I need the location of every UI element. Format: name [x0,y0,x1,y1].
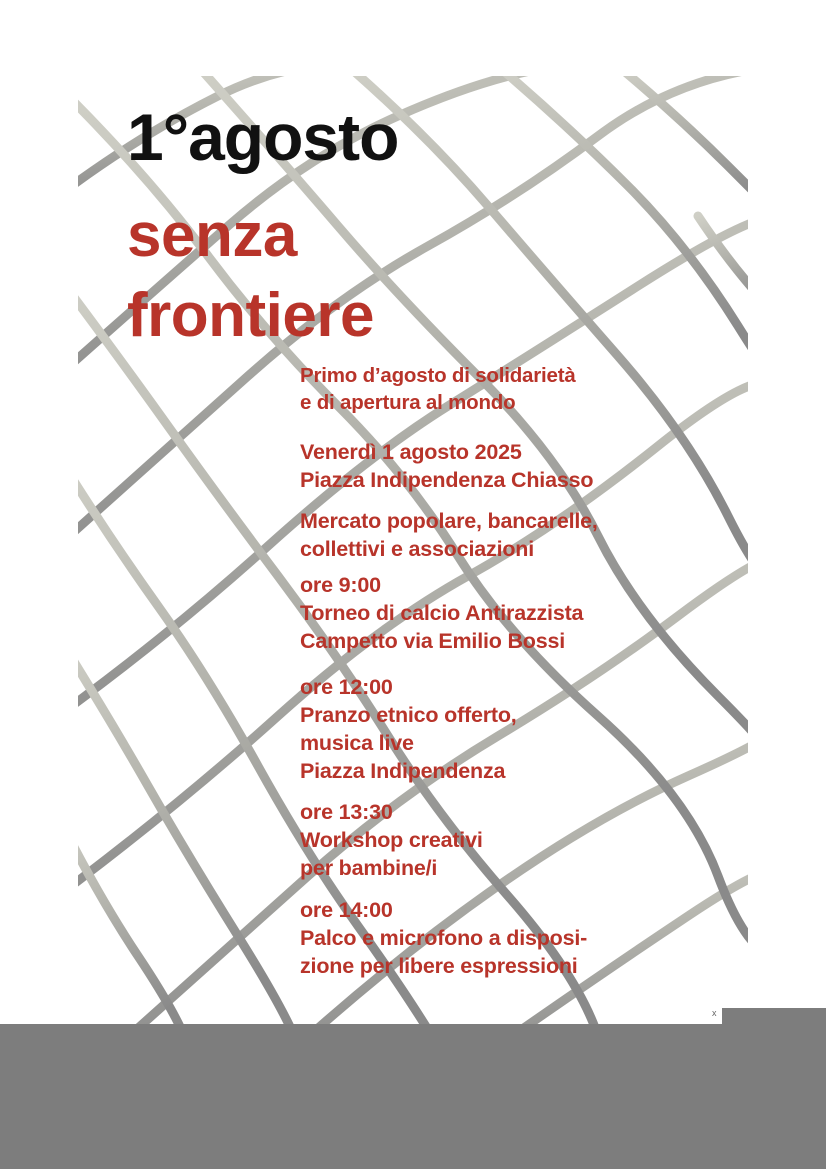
schedule-time: ore 9:00 [300,573,381,597]
bottom-bar [0,1024,826,1169]
schedule-line: Piazza Indipendenza [300,759,506,783]
corner-mark: x [712,1008,717,1018]
title-line-senza: senza [127,201,297,270]
schedule-item-1330 [300,798,483,882]
market-line-1: Mercato popolare, bancarelle, [300,509,598,533]
market-info [300,507,598,563]
event-place: Piazza Indipendenza Chiasso [300,468,594,492]
schedule-time: ore 12:00 [300,675,393,699]
subtitle [300,362,576,416]
schedule-line: Workshop creativi [300,828,483,852]
schedule-line: Palco e microfono a disposi- [300,926,588,950]
bottom-bar-notch [722,1008,826,1024]
schedule-line: zione per libere espressioni [300,954,578,978]
title-line-frontiere: frontiere [127,281,374,350]
event-date: Venerdì 1 agosto 2025 [300,440,522,464]
schedule-item-1200 [300,673,517,785]
schedule-line: musica live [300,731,414,755]
schedule-time: ore 13:30 [300,800,393,824]
event-date-place [300,438,593,494]
subtitle-line-1: Primo d’agosto di solidarietà [300,364,576,387]
schedule-item-1400 [300,896,587,980]
title-date: 1°agosto [127,100,399,174]
schedule-line: Campetto via Emilio Bossi [300,629,566,653]
schedule-line: Torneo di calcio Antirazzista [300,601,584,625]
schedule-item-0900 [300,571,583,655]
schedule-line: Pranzo etnico offerto, [300,703,517,727]
title-main [127,196,374,356]
schedule-time: ore 14:00 [300,898,393,922]
subtitle-line-2: e di apertura al mondo [300,391,516,414]
market-line-2: collettivi e associazioni [300,537,534,561]
schedule-line: per bambine/i [300,856,438,880]
